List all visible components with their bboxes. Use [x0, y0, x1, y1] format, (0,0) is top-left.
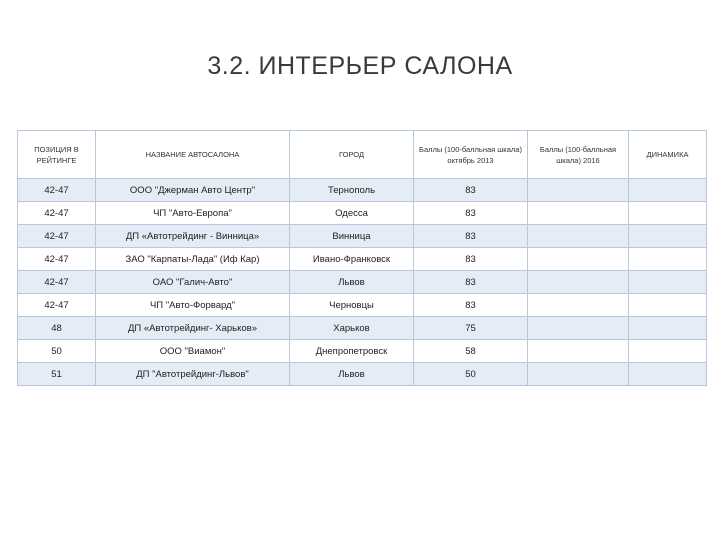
table-row	[18, 248, 707, 271]
slide-title: 3.2. ИНТЕРЬЕР САЛОНА	[207, 52, 513, 80]
cell-dynamics	[629, 271, 707, 294]
cell-dynamics	[629, 225, 707, 248]
cell-position: 42-47	[18, 271, 96, 294]
table-row	[18, 202, 707, 225]
table-row	[18, 225, 707, 248]
cell-dynamics	[629, 179, 707, 202]
cell-city: Одесса	[290, 202, 414, 225]
cell-score-2016	[528, 271, 629, 294]
header-city: ГОРОД	[290, 131, 414, 179]
cell-city: Ивано-Франковск	[290, 248, 414, 271]
cell-dynamics	[629, 248, 707, 271]
cell-dealer-name: ЧП "Авто-Форвард"	[96, 294, 290, 317]
cell-city: Тернополь	[290, 179, 414, 202]
cell-score-2013: 83	[414, 294, 528, 317]
cell-dynamics	[629, 340, 707, 363]
cell-score-2013: 83	[414, 271, 528, 294]
cell-score-2013: 83	[414, 179, 528, 202]
cell-dynamics	[629, 317, 707, 340]
cell-score-2013: 75	[414, 317, 528, 340]
cell-city: Львов	[290, 363, 414, 386]
table-row	[18, 294, 707, 317]
cell-score-2016	[528, 248, 629, 271]
cell-city: Львов	[290, 271, 414, 294]
cell-position: 50	[18, 340, 96, 363]
table-row	[18, 363, 707, 386]
table-row	[18, 317, 707, 340]
cell-score-2013: 83	[414, 248, 528, 271]
cell-score-2013: 83	[414, 225, 528, 248]
cell-score-2016	[528, 202, 629, 225]
cell-dynamics	[629, 363, 707, 386]
cell-city: Днепропетровск	[290, 340, 414, 363]
cell-dynamics	[629, 202, 707, 225]
cell-dealer-name: ООО "Джерман Авто Центр"	[96, 179, 290, 202]
cell-score-2016	[528, 363, 629, 386]
cell-city: Винница	[290, 225, 414, 248]
cell-score-2013: 50	[414, 363, 528, 386]
cell-dealer-name: ЧП "Авто-Европа"	[96, 202, 290, 225]
table-header-row	[18, 131, 707, 179]
cell-position: 42-47	[18, 294, 96, 317]
table-row	[18, 340, 707, 363]
cell-score-2016	[528, 340, 629, 363]
cell-score-2013: 58	[414, 340, 528, 363]
cell-city: Черновцы	[290, 294, 414, 317]
header-position: ПОЗИЦИЯ В РЕЙТИНГЕ	[18, 131, 96, 179]
header-score-2013: Баллы (100-балльная шкала) октябрь 2013	[414, 131, 528, 179]
cell-dealer-name: ДП "Автотрейдинг-Львов"	[96, 363, 290, 386]
header-score-2016: Баллы (100-балльная шкала) 2016	[528, 131, 629, 179]
cell-position: 42-47	[18, 179, 96, 202]
rating-table	[17, 130, 707, 386]
header-dealer-name: НАЗВАНИЕ АВТОСАЛОНА	[96, 131, 290, 179]
cell-city: Харьков	[290, 317, 414, 340]
cell-score-2016	[528, 317, 629, 340]
header-dynamics: ДИНАМИКА	[629, 131, 707, 179]
cell-score-2013: 83	[414, 202, 528, 225]
cell-dealer-name: ЗАО "Карпаты-Лада" (Иф Кар)	[96, 248, 290, 271]
cell-position: 42-47	[18, 248, 96, 271]
cell-position: 42-47	[18, 225, 96, 248]
table-row	[18, 271, 707, 294]
cell-dealer-name: ООО "Виамон"	[96, 340, 290, 363]
cell-score-2016	[528, 294, 629, 317]
cell-position: 42-47	[18, 202, 96, 225]
cell-dealer-name: ОАО "Галич-Авто"	[96, 271, 290, 294]
table-row	[18, 179, 707, 202]
cell-position: 48	[18, 317, 96, 340]
cell-dealer-name: ДП «Автотрейдинг - Винница»	[96, 225, 290, 248]
cell-score-2016	[528, 225, 629, 248]
cell-dealer-name: ДП «Автотрейдинг- Харьков»	[96, 317, 290, 340]
cell-dynamics	[629, 294, 707, 317]
cell-score-2016	[528, 179, 629, 202]
cell-position: 51	[18, 363, 96, 386]
